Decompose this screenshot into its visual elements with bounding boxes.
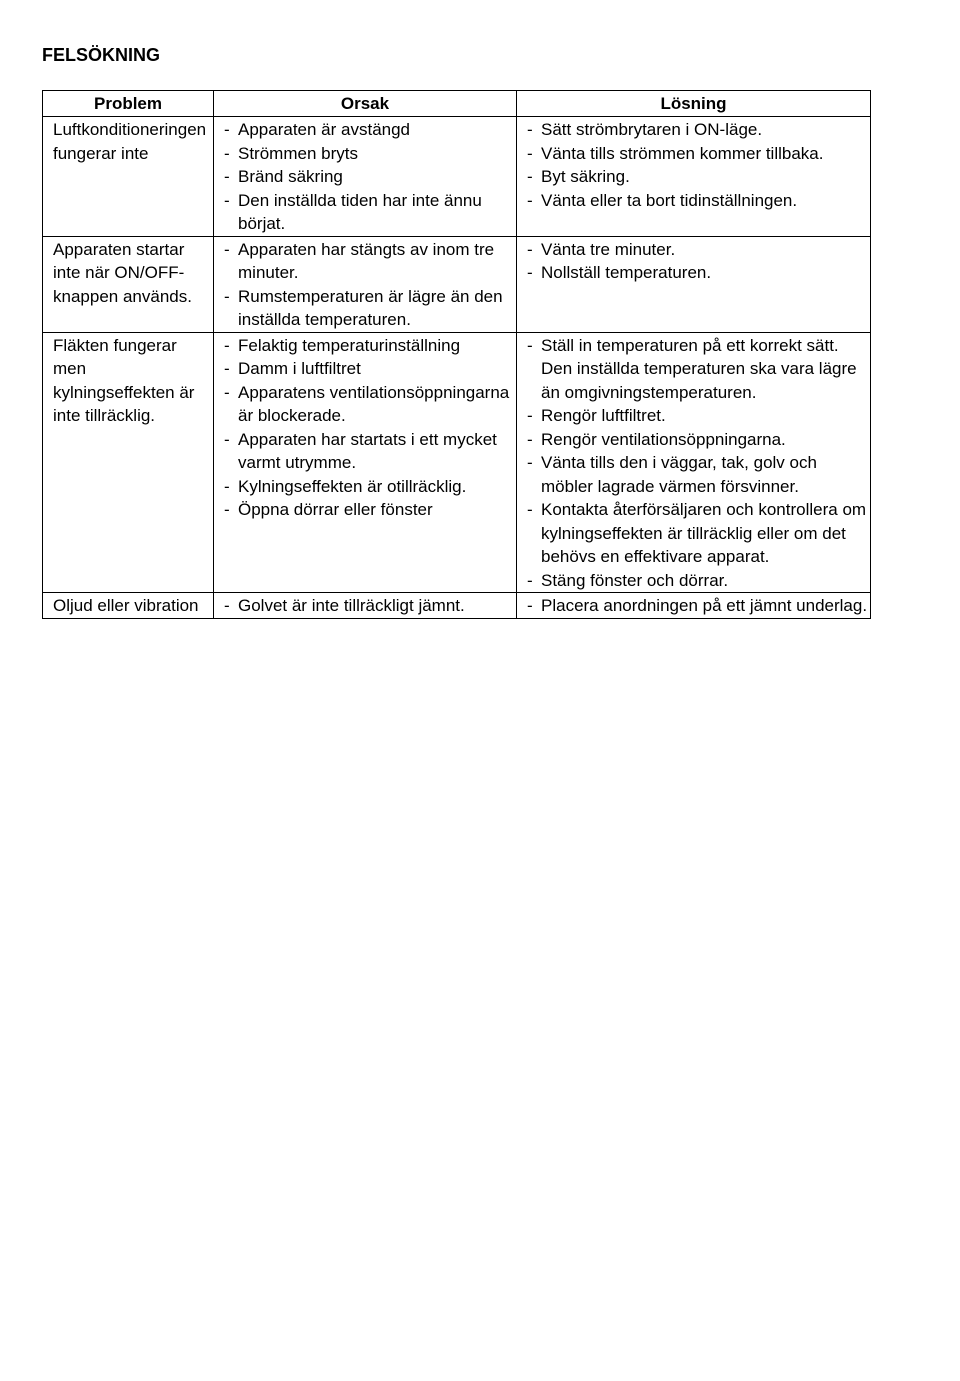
solution-item: - Vänta tills strömmen kommer tillbaka. xyxy=(527,142,870,166)
problem-text: Fläkten fungerar men kylningseffekten är inte tillräcklig. xyxy=(53,335,195,425)
table-row xyxy=(43,593,871,619)
solution-cell xyxy=(517,236,871,332)
solution-item: - Sätt strömbrytaren i ON-läge. xyxy=(527,118,870,142)
cause-item: - Öppna dörrar eller fönster xyxy=(224,498,516,522)
cause-item: - Apparaten har startats i ett mycket varmt utrymme. xyxy=(224,428,516,475)
cause-item: - Apparaten är avstängd xyxy=(224,118,516,142)
header-solution: Lösning xyxy=(517,91,871,117)
solution-item: - Kontakta återförsäljaren och kontrollera om kylningseffekten är tillräcklig eller om det behövs en effektivare apparat. xyxy=(527,498,870,569)
solution-item: - Stäng fönster och dörrar. xyxy=(527,569,870,593)
cause-item: - Strömmen bryts xyxy=(224,142,516,166)
cause-cell xyxy=(214,332,517,593)
problem-text: Luftkonditioneringen fungerar inte xyxy=(53,120,207,163)
cause-item: - Golvet är inte tillräckligt jämnt. xyxy=(224,594,516,618)
solution-item: - Rengör luftfiltret. xyxy=(527,404,870,428)
solution-item: - Nollställ temperaturen. xyxy=(527,261,870,285)
solution-item: - Rengör ventilationsöppningarna. xyxy=(527,428,870,452)
solution-cell xyxy=(517,332,871,593)
solution-item: - Vänta tre minuter. xyxy=(527,238,870,262)
cause-item: - Apparaten har stängts av inom tre minuter. xyxy=(224,238,516,285)
cause-item: - Felaktig temperaturinställning xyxy=(224,334,516,358)
cause-cell xyxy=(214,593,517,619)
cause-list xyxy=(224,594,516,618)
header-cause: Orsak xyxy=(214,91,517,117)
problem-cell xyxy=(43,117,214,237)
cause-list xyxy=(224,118,516,236)
problem-cell xyxy=(43,593,214,619)
cause-cell xyxy=(214,117,517,237)
cause-item: - Kylningseffekten är otillräcklig. xyxy=(224,475,516,499)
cause-item: - Rumstemperaturen är lägre än den inställda temperaturen. xyxy=(224,285,516,332)
solution-item: - Placera anordningen på ett jämnt underlag. xyxy=(527,594,870,618)
solution-cell xyxy=(517,593,871,619)
cause-item: - Den inställda tiden har inte ännu börjat. xyxy=(224,189,516,236)
problem-text: Oljud eller vibration xyxy=(53,596,199,615)
header-problem: Problem xyxy=(43,91,214,117)
solution-item: - Byt säkring. xyxy=(527,165,870,189)
solution-list xyxy=(527,238,870,285)
solution-list xyxy=(527,594,870,618)
cause-item: - Bränd säkring xyxy=(224,165,516,189)
table-row xyxy=(43,236,871,332)
problem-text: Apparaten startar inte när ON/OFF-knappen används. xyxy=(53,239,192,306)
cause-list xyxy=(224,334,516,522)
solution-item: - Vänta eller ta bort tidinställningen. xyxy=(527,189,870,213)
problem-cell xyxy=(43,236,214,332)
table-header-row xyxy=(43,91,871,117)
solution-cell xyxy=(517,117,871,237)
solution-list xyxy=(527,118,870,212)
cause-list xyxy=(224,238,516,332)
cause-item: - Damm i luftfiltret xyxy=(224,357,516,381)
cause-item: - Apparatens ventilationsöppningarna är blockerade. xyxy=(224,381,516,428)
solution-item: - Vänta tills den i väggar, tak, golv och möbler lagrade värmen försvinner. xyxy=(527,451,870,498)
solution-list xyxy=(527,334,870,593)
troubleshooting-table xyxy=(42,90,871,619)
table-row xyxy=(43,117,871,237)
table-row xyxy=(43,332,871,593)
page-title: FELSÖKNING xyxy=(42,45,161,65)
solution-item: - Ställ in temperaturen på ett korrekt sätt. Den inställda temperaturen ska vara lägre än omgivningstemperaturen. xyxy=(527,334,870,405)
problem-cell xyxy=(43,332,214,593)
cause-cell xyxy=(214,236,517,332)
